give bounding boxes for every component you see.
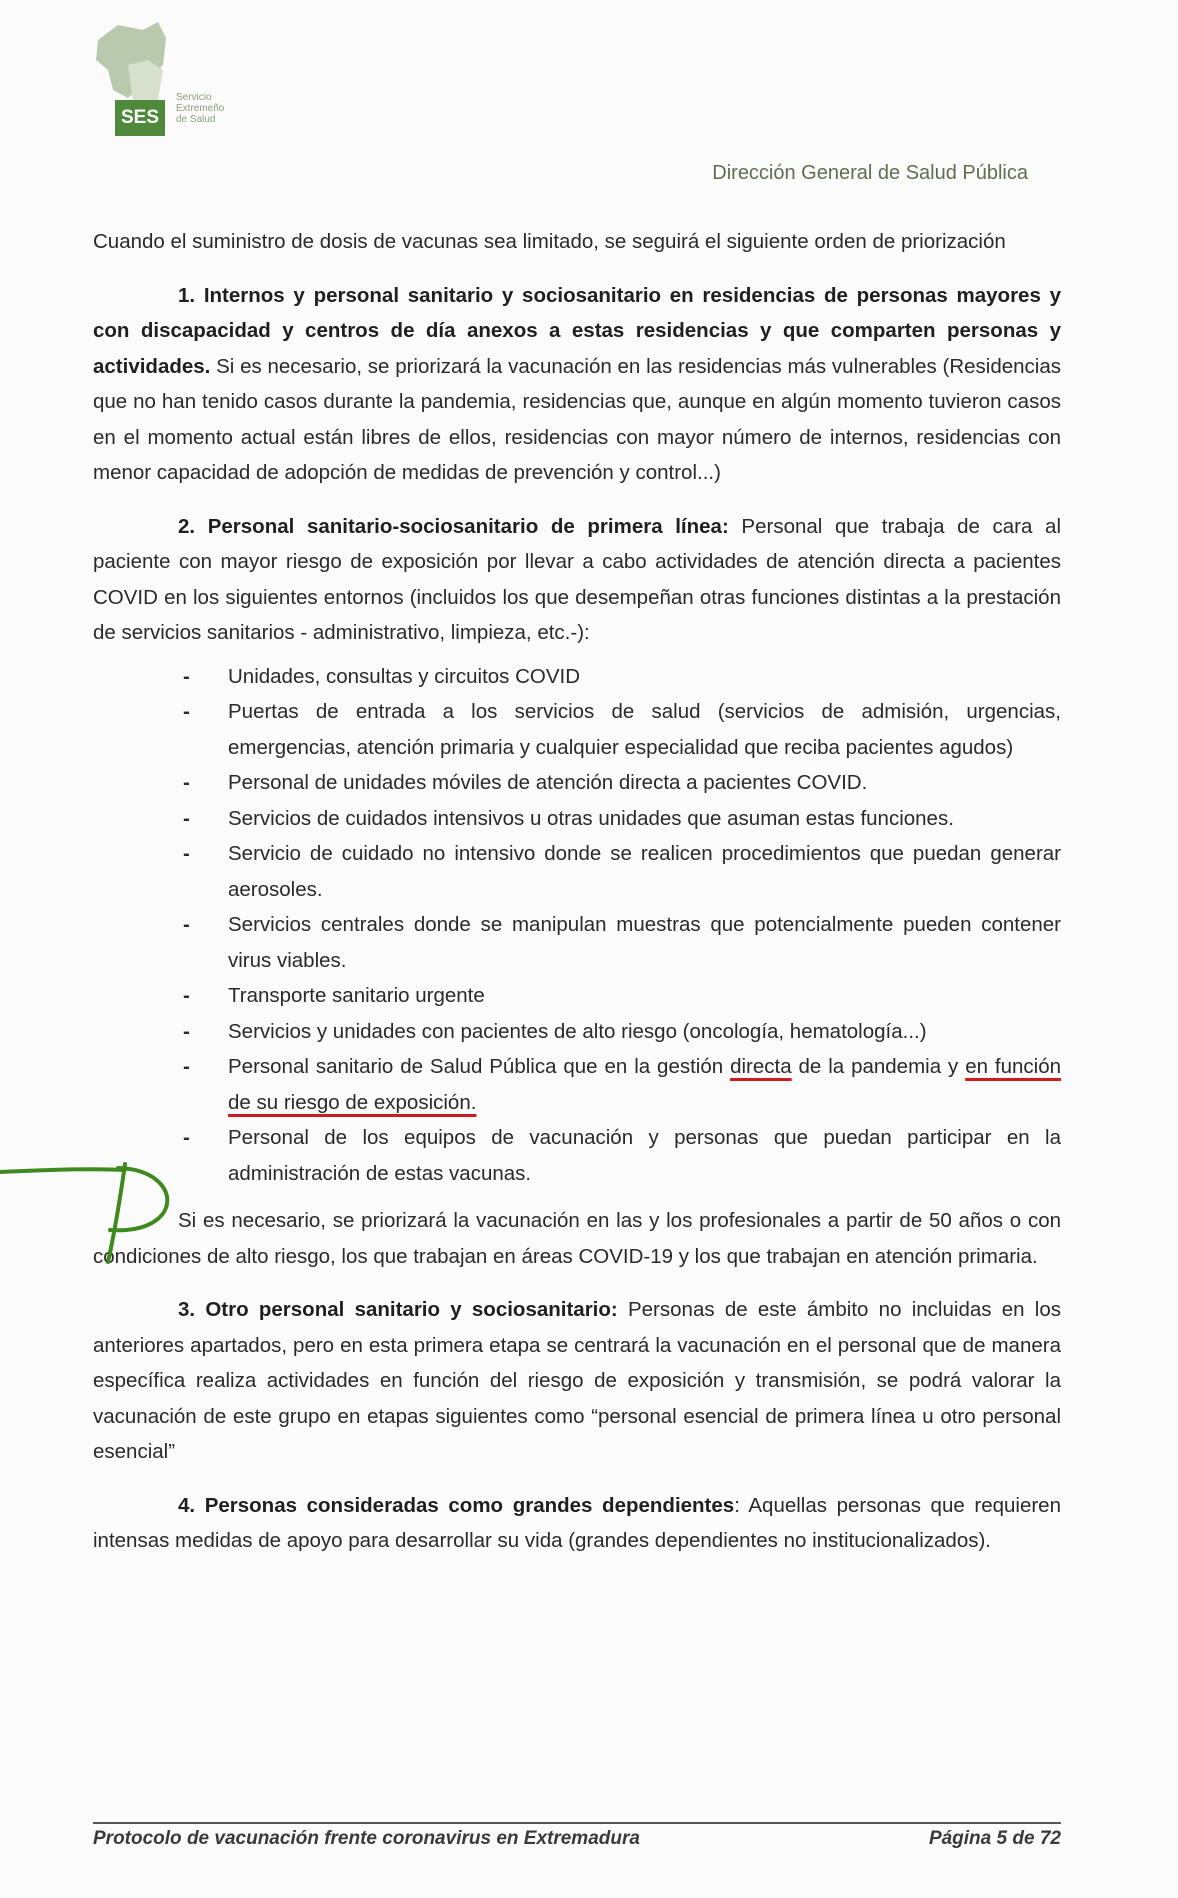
- logo-caption: [176, 92, 224, 125]
- list-item: - Servicio de cuidado no intensivo donde se realicen procedimientos que puedan generar aerosoles.: [228, 836, 1061, 907]
- underlined-exposure: en función de su riesgo de exposición.: [228, 1055, 1061, 1114]
- intro-paragraph: Cuando el suministro de dosis de vacunas sea limitado, se seguirá el siguiente orden de priorización: [93, 230, 1006, 253]
- item-3-body: Personas de este ámbito no incluidas en los anteriores apartados, pero en esta primera etapa se centrará la vacunación en el personal que de manera específica realiza actividades en función del riesgo de exposición y transmisión, se podrá valorar la vacunación de este grupo en etapas siguientes como “personal esencial de primera línea u otro personal esencial”: [93, 1298, 1062, 1463]
- item-4-body: : Aquellas personas que requieren intensas medidas de apoyo para desarrollar su vida (grandes dependientes no institucionalizados).: [93, 1493, 1061, 1552]
- page-number: [929, 1828, 1061, 1850]
- item-2-heading: 2. Personal sanitario-sociosanitario de primera línea:: [178, 514, 729, 538]
- priority-note: Si es necesario, se priorizará la vacunación en las y los profesionales a partir de 50 años o con condiciones de alto riesgo, los que trabajan en áreas COVID-19 y los que trabajan en atención primaria.: [93, 1209, 1061, 1268]
- item-2-body: Personal que trabaja de cara al paciente con mayor riesgo de exposición por llevar a cabo actividades de atención directa a pacientes COVID en los siguientes entornos (incluidos los que desempeñan otras funciones distintas a la prestación de servicios sanitarios - administrativo, limpieza, etc.-):: [93, 514, 1062, 644]
- footer: [93, 1828, 1061, 1850]
- page-of-label: de: [1012, 1828, 1035, 1849]
- list-item: - Transporte sanitario urgente: [228, 978, 1061, 1014]
- list-item: - Personal de los equipos de vacunación y personas que puedan participar en la administración de estas vacunas.: [228, 1120, 1061, 1191]
- list-item-public-health: [228, 1049, 1061, 1120]
- item-3-paragraph: [93, 1292, 1061, 1470]
- item-3-heading: 3. Otro personal sanitario y sociosanitario:: [178, 1298, 618, 1321]
- logo-caption-line: de Salud: [176, 114, 216, 125]
- item-4-paragraph: [93, 1488, 1061, 1559]
- list-item: - Servicios y unidades con pacientes de alto riesgo (oncología, hematología...): [228, 1014, 1061, 1050]
- item-1-paragraph: [93, 278, 1061, 491]
- item-1-body: Si es necesario, se priorizará la vacunación en las residencias más vulnerables (Residencias que no han tenido casos durante la pandemia, residencias que, aunque en algún momento tuvieron casos en el momento actual están libres de ellos, residencias con mayor número de internos, residencias con menor capacidad de adopción de medidas de prevención y control...): [93, 354, 1061, 484]
- item-4-heading: 4. Personas consideradas como grandes dependientes: [178, 1493, 735, 1517]
- page-label: Página: [928, 1828, 992, 1849]
- underlined-directa: directa: [730, 1055, 792, 1078]
- item-2-paragraph: [93, 509, 1061, 651]
- list-item: - Puertas de entrada a los servicios de salud (servicios de admisión, urgencias, emergencias, atención primaria y cualquier especialidad que reciba pacientes agudos): [228, 694, 1061, 765]
- frontline-settings-list: [93, 659, 1061, 1192]
- ses-logo-badge: SES: [115, 100, 165, 136]
- public-health-text: de la pandemia y: [791, 1055, 966, 1078]
- list-item: - Servicios centrales donde se manipulan muestras que potencialmente pueden contener virus viables.: [228, 907, 1061, 978]
- logo-caption-line: Extremeño: [176, 103, 225, 114]
- handwritten-mark-icon: [0, 1160, 200, 1270]
- public-health-text: Personal sanitario de Salud Pública que en la gestión: [228, 1055, 731, 1078]
- item-1-heading: 1. Internos y personal sanitario y sociosanitario en residencias de personas mayores y con discapacidad y centros de día anexos a estas residencias y que comparten personas y actividades.: [93, 283, 1061, 378]
- list-item: - Servicios de cuidados intensivos u otras unidades que asuman estas funciones.: [228, 801, 1061, 837]
- footer-title: Protocolo de vacunación frente coronavirus en Extremadura: [93, 1828, 640, 1849]
- logo-caption-line: Servicio: [176, 92, 212, 103]
- list-item: - Personal de unidades móviles de atención directa a pacientes COVID.: [228, 765, 1061, 801]
- document-body: [93, 224, 1061, 1559]
- department-header: Dirección General de Salud Pública: [712, 162, 1028, 184]
- page-total: 72: [1039, 1828, 1061, 1849]
- list-item: - Unidades, consultas y circuitos COVID: [228, 659, 1061, 695]
- footer-divider: [93, 1822, 1061, 1824]
- page-current: 5: [996, 1828, 1008, 1849]
